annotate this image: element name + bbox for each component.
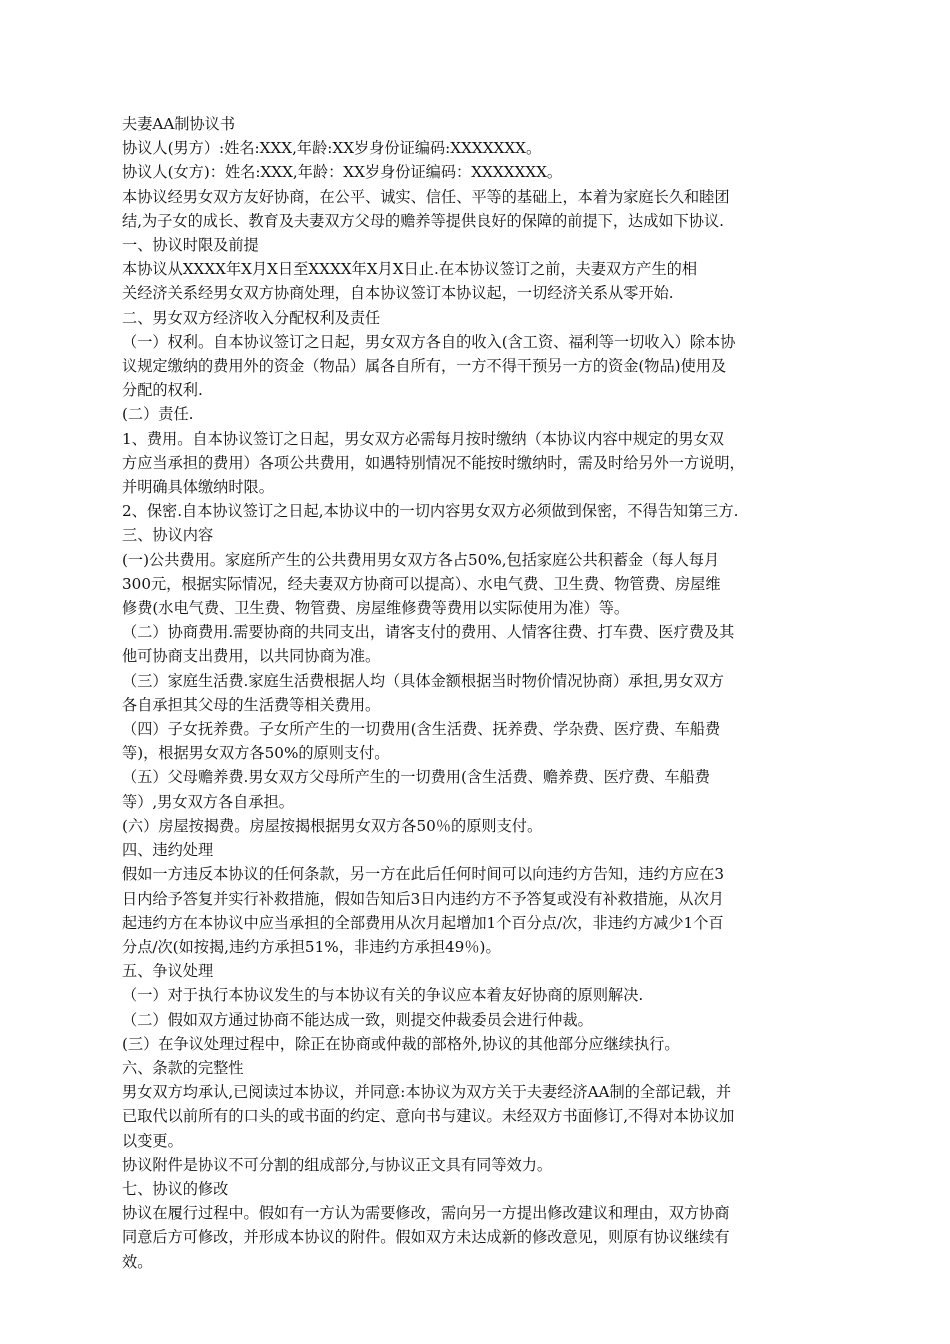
text-line: （三）家庭生活费.家庭生活费根据人均（具体金额根据当时物价情况协商）承担,男女双方 bbox=[122, 671, 724, 690]
text-line: 假如一方违反本协议的任何条款，另一方在此后任何时间可以向违约方告知，违约方应在3 bbox=[122, 865, 724, 884]
text-line: 同意后方可修改，并形成本协议的附件。假如双方未达成新的修改意见，则原有协议继续有 bbox=[122, 1228, 730, 1247]
section-heading: 三、协议内容 bbox=[122, 526, 214, 545]
text-line: 关经济关系经男女双方协商处理，自本协议签订本协议起，一切经济关系从零开始. bbox=[122, 284, 674, 303]
text-line: 各自承担其父母的生活费等相关费用。 bbox=[122, 695, 381, 714]
text-line: 协议在履行过程中。假如有一方认为需要修改，需向另一方提出修改建议和理由，双方协商 bbox=[122, 1204, 730, 1223]
text-line: 协议人(男方）:姓名:XXX,年龄:XX岁身份证编码:XXXXXXX。 bbox=[122, 139, 542, 158]
section-heading: 七、协议的修改 bbox=[122, 1179, 229, 1198]
text-line: 本协议经男女双方友好协商，在公平、诚实、信任、平等的基础上，本着为家庭长久和睦团 bbox=[122, 187, 730, 206]
text-line: (三）在争议处理过程中，除正在协商或仲裁的部格外,协议的其他部分应继续执行。 bbox=[122, 1034, 680, 1053]
text-line: 分点/次(如按揭,违约方承担51%，非违约方承担49％)。 bbox=[122, 937, 501, 956]
text-line: （二）假如双方通过协商不能达成一致，则提交仲裁委员会进行仲裁。 bbox=[122, 1010, 593, 1029]
text-line: (六）房屋按揭费。房屋按揭根据男女双方各50％的原则支付。 bbox=[122, 816, 543, 835]
section-heading: 五、争议处理 bbox=[122, 962, 214, 981]
section-heading: 四、违约处理 bbox=[122, 841, 214, 860]
text-line: 协议附件是协议不可分割的组成部分,与协议正文具有同等效力。 bbox=[122, 1155, 553, 1174]
text-line: (二）责任. bbox=[122, 405, 194, 424]
text-line: 300元，根据实际情况，经夫妻双方协商可以提高）、水电气费、卫生费、物管费、房屋维 bbox=[122, 574, 721, 593]
text-line: 他可协商支出费用，以共同协商为准。 bbox=[122, 647, 381, 666]
text-line: 结,为子女的成长、教育及夫妻双方父母的赡养等提供良好的保障的前提下，达成如下协议. bbox=[122, 211, 724, 230]
text-line: 议规定缴纳的费用外的资金（物品）属各自所有，一方不得干预另一方的资金(物品)使用及 bbox=[122, 357, 727, 376]
text-line: 效。 bbox=[122, 1252, 153, 1271]
document-title: 夫妻AA制协议书 bbox=[122, 115, 236, 133]
text-line: (一)公共费用。家庭所产生的公共费用男女双方各占50%,包括家庭公共积蓄金（每人每月 bbox=[122, 550, 720, 569]
text-line: 日内给予答复并实行补救措施，假如告知后3日内违约方不予答复或没有补救措施，从次月 bbox=[122, 889, 724, 908]
document-page bbox=[122, 112, 834, 1274]
text-line: 2、保密.自本协议签订之日起,本协议中的一切内容男女双方必须做到保密，不得告知第三方. bbox=[122, 502, 739, 521]
text-line: （五）父母赡养费.男女双方父母所产生的一切费用(含生活费、赡养费、医疗费、车船费 bbox=[122, 768, 710, 787]
text-line: （二）协商费用.需要协商的共同支出，请客支付的费用、人情客往费、打车费、医疗费及其 bbox=[122, 623, 735, 642]
text-line: 1、费用。自本协议签订之日起，男女双方必需每月按时缴纳（本协议内容中规定的男女双 bbox=[122, 429, 724, 448]
text-line: 以变更。 bbox=[122, 1131, 183, 1150]
text-line: （一）权利。自本协议签订之日起，男女双方各自的收入(含工资、福利等一切收入）除本协 bbox=[122, 332, 736, 351]
text-line: 等）,男女双方各自承担。 bbox=[122, 792, 294, 811]
text-line: 方应当承担的费用）各项公共费用，如遇特别情况不能按时缴纳时，需及时给另外一方说明， bbox=[122, 453, 745, 472]
text-line: （四）子女抚养费。子女所产生的一切费用(含生活费、抚养费、学杂费、医疗费、车船费 bbox=[122, 720, 721, 739]
text-line: 修费(水电气费、卫生费、物管费、房屋维修费等费用以实际使用为准）等。 bbox=[122, 599, 630, 618]
text-line: 本协议从XXXX年X月X日至XXXX年X月X日止.在本协议签订之前，夫妻双方产生的相 bbox=[122, 260, 698, 279]
section-heading: 六、条款的完整性 bbox=[122, 1058, 244, 1077]
section-heading: 二、男女双方经济收入分配权利及责任 bbox=[122, 308, 381, 327]
text-line: 协议人(女方)：姓名:XXX,年龄：XX岁身份证编码：XXXXXXX。 bbox=[122, 163, 563, 182]
text-line: 等)，根据男女双方各50%的原则支付。 bbox=[122, 744, 390, 763]
text-line: 已取代以前所有的口头的或书面的约定、意向书与建议。未经双方书面修订,不得对本协议加 bbox=[122, 1107, 735, 1126]
text-line: 男女双方均承认,已阅读过本协议，并同意:本协议为双方关于夫妻经济AA制的全部记载，并 bbox=[122, 1083, 732, 1102]
text-line: 并明确具体缴纳时限。 bbox=[122, 478, 274, 497]
text-line: 分配的权利. bbox=[122, 381, 203, 400]
section-heading: 一、协议时限及前提 bbox=[122, 236, 259, 255]
text-line: （一）对于执行本协议发生的与本协议有关的争议应本着友好协商的原则解决. bbox=[122, 986, 644, 1005]
text-line: 起违约方在本协议中应当承担的全部费用从次月起增加1个百分点/次，非违约方减少1个百 bbox=[122, 913, 724, 932]
